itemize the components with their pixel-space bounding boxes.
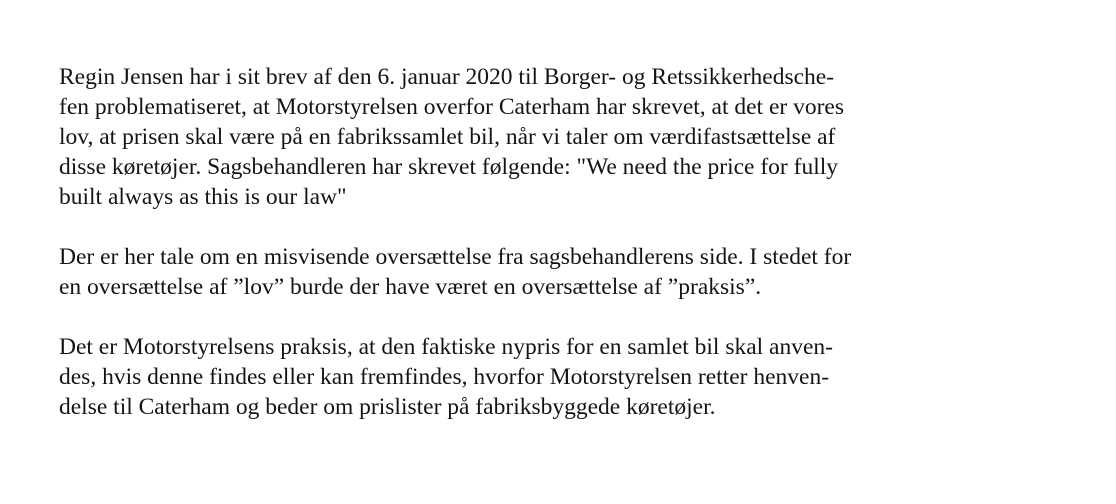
text-line: delse til Caterham og beder om prislister på fabriksbyggede køretøjer.	[59, 394, 716, 420]
text-line: des, hvis denne findes eller kan fremfindes, hvorfor Motorstyrelsen retter henven-	[59, 364, 830, 390]
text-line: disse køretøjer. Sagsbehandleren har skrevet følgende: "We need the price for fully	[59, 154, 838, 180]
paragraph-1	[59, 62, 1069, 212]
text-line: Det er Motorstyrelsens praksis, at den faktiske nypris for en samlet bil skal anven-	[59, 334, 833, 360]
text-line: lov, at prisen skal være på en fabrikssamlet bil, når vi taler om værdifastsættelse af	[59, 124, 836, 150]
text-line: Der er her tale om en misvisende oversættelse fra sagsbehandlerens side. I stedet for	[59, 244, 852, 270]
paragraph-2	[59, 242, 1069, 302]
paragraph-3	[59, 332, 1069, 422]
document-body	[59, 62, 1069, 452]
text-line: Regin Jensen har i sit brev af den 6. januar 2020 til Borger- og Retssikkerhedsche-	[59, 64, 835, 90]
text-line: built always as this is our law"	[59, 184, 347, 210]
text-line: fen problematiseret, at Motorstyrelsen overfor Caterham har skrevet, at det er vores	[59, 94, 844, 120]
text-line: en oversættelse af ”lov” burde der have været en oversættelse af ”praksis”.	[59, 274, 762, 300]
